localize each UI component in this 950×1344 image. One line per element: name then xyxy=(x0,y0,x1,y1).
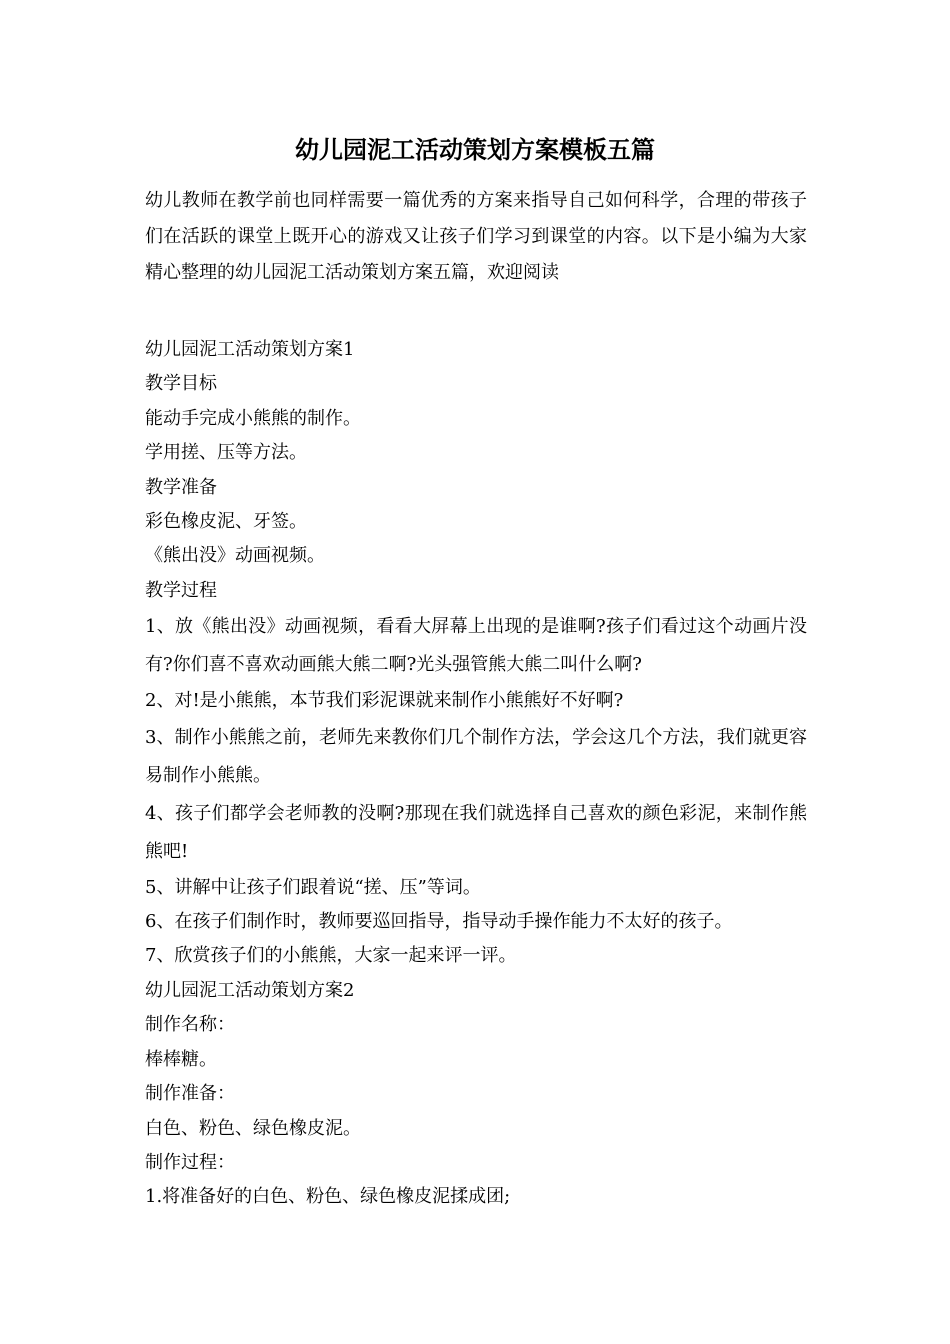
plan-1-step: 6、在孩子们制作时，教师要巡回指导，指导动手操作能力不太好的孩子。 xyxy=(145,911,733,933)
plan-1-process-heading: 教学过程 xyxy=(145,579,217,601)
plan-1-heading: 幼儿园泥工活动策划方案1 xyxy=(145,339,355,360)
plan-2-prep-value: 白色、粉色、绿色橡皮泥。 xyxy=(145,1117,361,1139)
plan-1-prep-item: 《熊出没》动画视频。 xyxy=(145,545,325,567)
plan-1-goal-item: 学用搓、压等方法。 xyxy=(145,442,307,464)
plan-1-prep-heading: 教学准备 xyxy=(145,476,217,498)
document-title: 幼儿园泥工活动策划方案模板五篇 xyxy=(295,135,655,164)
plan-1-goal-heading: 教学目标 xyxy=(145,373,217,395)
plan-1-step: 3、制作小熊熊之前，老师先来教你们几个制作方法，学会这几个方法，我们就更容易制作小熊熊。 xyxy=(145,726,807,786)
plan-1-section xyxy=(145,333,807,974)
document-body xyxy=(145,183,807,1215)
plan-2-heading: 幼儿园泥工活动策划方案2 xyxy=(145,979,355,1001)
plan-1-goal-item: 能动手完成小熊熊的制作。 xyxy=(145,407,361,429)
plan-1-step: 1、放《熊出没》动画视频，看看大屏幕上出现的是谁啊?孩子们看过这个动画片没有?你们喜不喜欢动画熊大熊二啊?光头强管熊大熊二叫什么啊? xyxy=(145,616,807,676)
plan-2-name-heading: 制作名称： xyxy=(145,1014,235,1036)
plan-2-name-value: 棒棒糖。 xyxy=(145,1048,217,1070)
plan-1-step: 5、讲解中让孩子们跟着说“搓、压”等词。 xyxy=(145,876,481,898)
plan-2-process-heading: 制作过程： xyxy=(145,1151,235,1173)
intro-paragraph: 幼儿教师在教学前也同样需要一篇优秀的方案来指导自己如何科学，合理的带孩子们在活跃的课堂上既开心的游戏又让孩子们学习到课堂的内容。以下是小编为大家精心整理的幼儿园泥工活动策划方案五篇，欢迎阅读 xyxy=(145,190,807,283)
plan-2-prep-heading: 制作准备： xyxy=(145,1083,235,1105)
plan-2-step: 1.将准备好的白色、粉色、绿色橡皮泥揉成团; xyxy=(145,1186,511,1208)
plan-2-section xyxy=(145,974,807,1215)
plan-1-step: 7、欣赏孩子们的小熊熊，大家一起来评一评。 xyxy=(145,945,517,967)
plan-1-step: 2、对!是小熊熊，本节我们彩泥课就来制作小熊熊好不好啊? xyxy=(145,690,624,712)
plan-1-prep-item: 彩色橡皮泥、牙签。 xyxy=(145,511,307,533)
section-spacer xyxy=(145,291,807,333)
plan-1-step: 4、孩子们都学会老师教的没啊?那现在我们就选择自己喜欢的颜色彩泥，来制作熊熊吧! xyxy=(145,802,807,862)
